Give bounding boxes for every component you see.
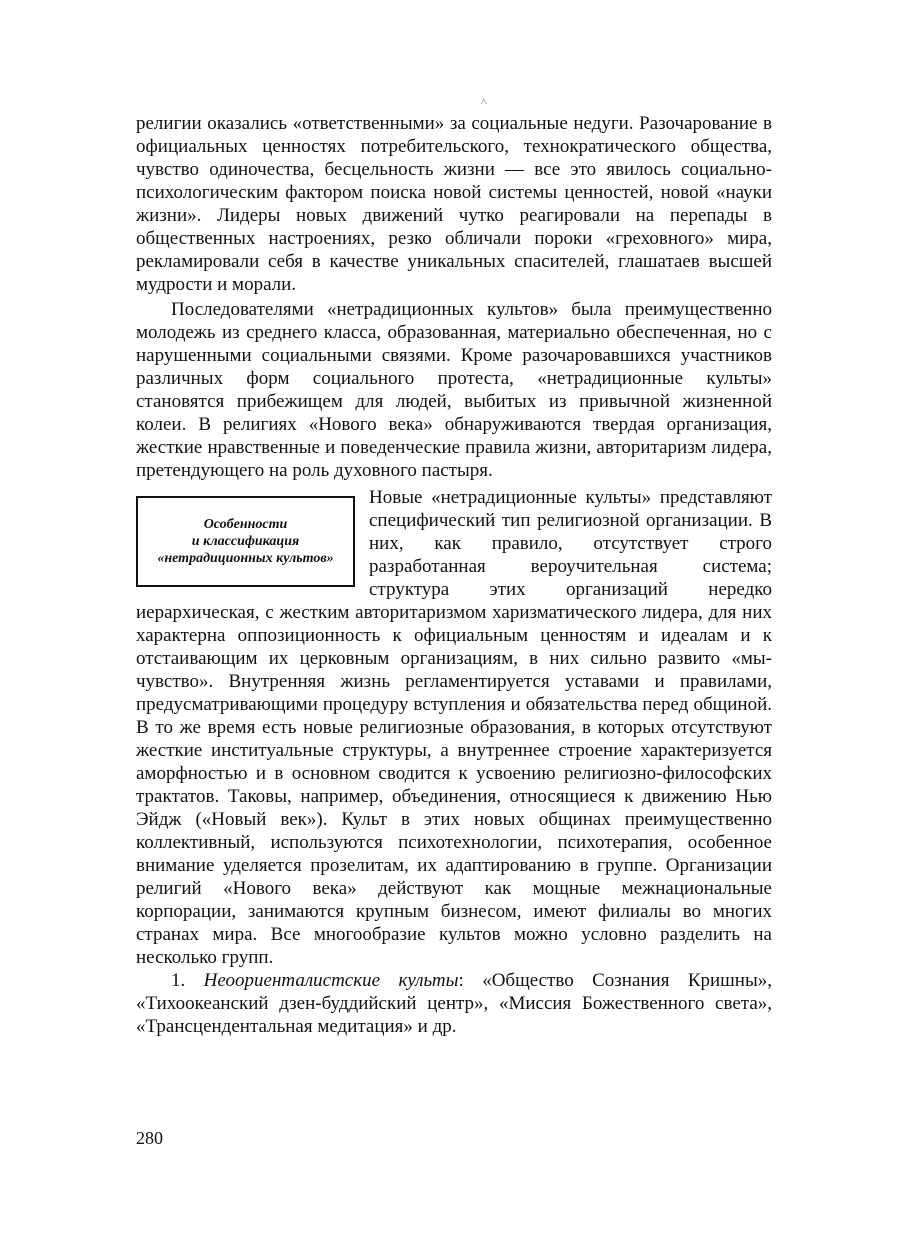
paragraph-2: Последователями «нетрадиционных культов» была преимущественно молодежь из среднего класса, образованная, материально обеспеченная, но с нарушенными социальными связями. Кроме разочаровавшихся участников различных форм социального протеста, «нетрадиционные культы» становятся прибежищем для людей, выбитых из привычной жизненной колеи. В религиях «Нового века» обнаруживаются твердая организация, жесткие нравственные и поведенческие правила жизни, авторитаризм лидера, претендующего на роль духовного пастыря. bbox=[136, 299, 772, 481]
list-term: Неоориенталистские культы bbox=[203, 970, 459, 991]
scan-mark: ^ bbox=[481, 95, 487, 109]
margin-heading-box bbox=[136, 496, 355, 587]
margin-heading-line-2: и классификация bbox=[191, 534, 300, 549]
paragraph-4 bbox=[136, 969, 772, 1038]
list-description: : «Общество Сознания Кришны», «Тихоокеанский дзен-буддийский центр», «Миссия Божественного света», «Трансцендентальная медитация» и др. bbox=[136, 970, 772, 1037]
page-number: 280 bbox=[136, 1128, 163, 1148]
paragraph-1: религии оказались «ответственными» за социальные недуги. Разочарование в официальных ценностях потребительского, технократического общества, чувство одиночества, бесцельность жизни — все это явилось социально-психологическим фактором поиска новой системы ценностей, новой «науки жизни». Лидеры новых движений чутко реагировали на перепады в общественных настроениях, резко обличали пороки «греховного» мира, рекламировали себя в качестве уникальных спасителей, глашатаев высшей мудрости и морали. bbox=[136, 113, 772, 295]
paragraph-3: Новые «нетрадиционные культы» представляют специфический тип религиозной организации. В них, как правило, отсутствует строго разработанная вероучительная система; структура этих организаций нередко иерархическая, с жестким авторитаризмом харизматического лидера, для них характерна оппозиционность к официальным ценностям и идеалам и к отстаивающим их церковным организациям, в них сильно развито «мы-чувство». Внутренняя жизнь регламентируется уставами и правилами, предусматривающими процедуру вступления и обязательства перед общиной. В то же время есть новые религиозные образования, в которых отсутствуют жесткие институальные структуры, а внутреннее строение характеризуется аморфностью и в основном сводится к усвоению религиозно-философских трактатов. Таковы, например, объединения, относящиеся к движению Нью Эйдж («Новый век»). Культ в этих новых общинах преимущественно коллективный, используются психотехнологии, психотерапия, особенное внимание уделяется прозелитам, их адаптированию в группе. Организации религий «Нового века» действуют как мощные межнациональные корпорации, занимаются крупным бизнесом, имеют филиалы во многих странах мира. Все многообразие культов можно условно разделить на несколько групп. bbox=[136, 487, 772, 968]
section-with-sidebar bbox=[136, 486, 772, 969]
main-text bbox=[136, 112, 772, 1038]
margin-heading-line-1: Особенности bbox=[203, 517, 288, 532]
margin-heading-line-3: «нетрадиционных культов» bbox=[157, 551, 334, 566]
list-number: 1. bbox=[171, 970, 204, 991]
